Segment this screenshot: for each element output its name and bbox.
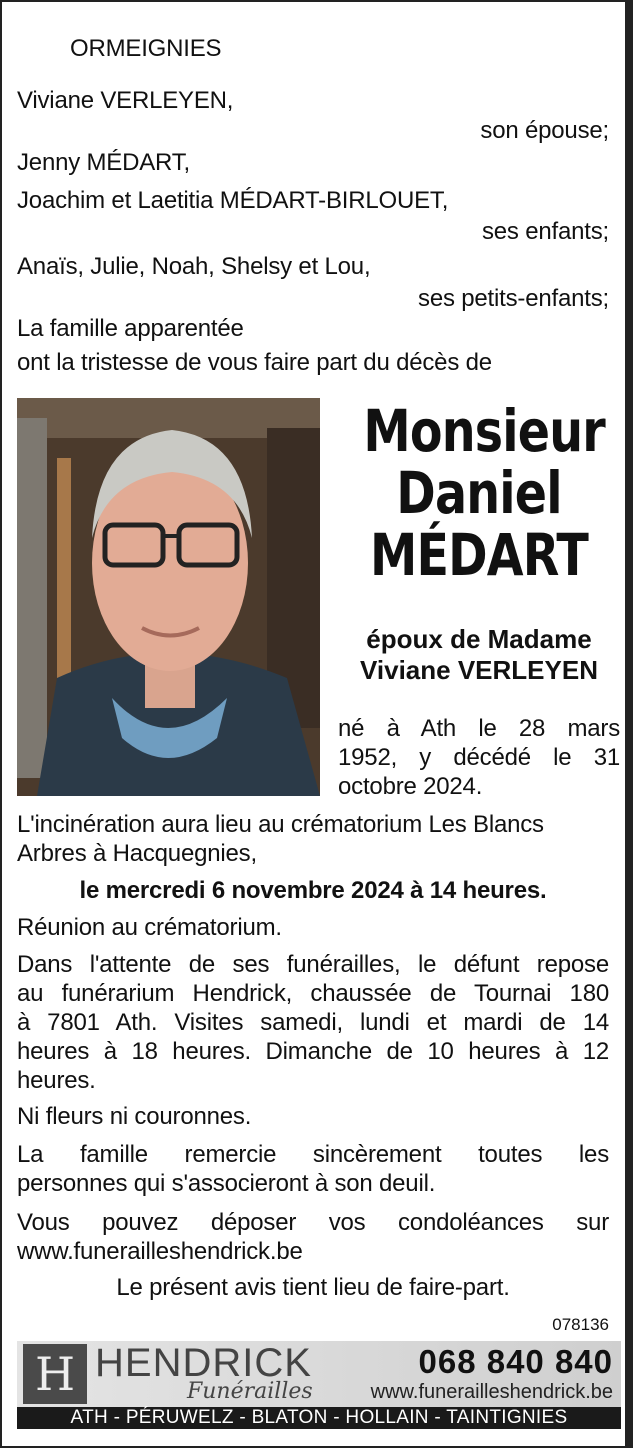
cremation-line: L'incinération aura lieu au crématorium Les Blancs: [17, 811, 544, 838]
spouse-block: [338, 624, 620, 686]
thanks-line: La famille remercie sincèrement toutes les: [17, 1141, 609, 1168]
deceased-name: [338, 397, 620, 589]
funerarium-line: heures.: [17, 1067, 96, 1094]
website-link[interactable]: www.funerailleshendrick.be: [370, 1381, 613, 1403]
thanks-line: personnes qui s'associeront à son deuil.: [17, 1170, 436, 1197]
family-line: Joachim et Laetitia MÉDART-BIRLOUET,: [17, 187, 449, 214]
family-line: Viviane VERLEYEN,: [17, 87, 234, 114]
deceased-last-name: MÉDART: [369, 521, 589, 589]
family-line: Jenny MÉDART,: [17, 149, 191, 176]
ceremony-date: le mercredi 6 novembre 2024 à 14 heures.: [79, 877, 547, 904]
funeral-home-banner: [17, 1341, 621, 1429]
family-line: Anaïs, Julie, Noah, Shelsy et Lou,: [17, 253, 371, 280]
family-role: ses enfants;: [481, 218, 609, 245]
notice-line: Le présent avis tient lieu de faire-part.: [116, 1274, 510, 1301]
family-line: La famille apparentée: [17, 315, 244, 342]
flowers-line: Ni fleurs ni couronnes.: [17, 1103, 252, 1130]
announcement-line: ont la tristesse de vous faire part du décès de: [17, 349, 492, 376]
family-role: ses petits-enfants;: [418, 285, 609, 312]
family-role: son épouse;: [480, 117, 609, 144]
deceased-first-name: Daniel: [396, 459, 562, 527]
reference-number: 078136: [552, 1315, 609, 1334]
spouse-line: époux de Madame: [366, 624, 592, 654]
brand-subtitle: Funérailles: [187, 1379, 313, 1404]
funerarium-line: Dans l'attente de ses funérailles, le défunt repose: [17, 951, 609, 978]
condolences-link[interactable]: www.funerailleshendrick.be: [17, 1238, 303, 1265]
portrait-illustration: [17, 398, 320, 796]
cremation-line: Arbres à Hacquegnies,: [17, 840, 257, 867]
bio-line: 1952, y décédé le 31: [338, 744, 620, 771]
town: ORMEIGNIES: [70, 35, 222, 62]
condolences-line: Vous pouvez déposer vos condoléances sur: [17, 1209, 609, 1236]
deceased-photo: [17, 398, 320, 796]
meeting-line: Réunion au crématorium.: [17, 914, 282, 941]
phone-number[interactable]: 068 840 840: [418, 1343, 613, 1380]
locations-bar: ATH - PÉRUWELZ - BLATON - HOLLAIN - TAINTIGNIES: [17, 1407, 621, 1429]
brand-name: HENDRICK: [95, 1341, 312, 1385]
funerarium-line: au funérarium Hendrick, chaussée de Tournai 180: [17, 980, 609, 1007]
deceased-title: Monsieur: [363, 397, 605, 465]
spouse-line: Viviane VERLEYEN: [360, 655, 598, 685]
bio-line: octobre 2024.: [338, 773, 483, 800]
hendrick-logo-icon: H: [23, 1344, 87, 1404]
funerarium-line: heures à 18 heures. Dimanche de 10 heures à 12: [17, 1038, 609, 1065]
funerarium-line: à 7801 Ath. Visites samedi, lundi et mardi de 14: [17, 1009, 609, 1036]
bio-line: né à Ath le 28 mars: [338, 715, 620, 742]
bio-block: [338, 714, 620, 801]
